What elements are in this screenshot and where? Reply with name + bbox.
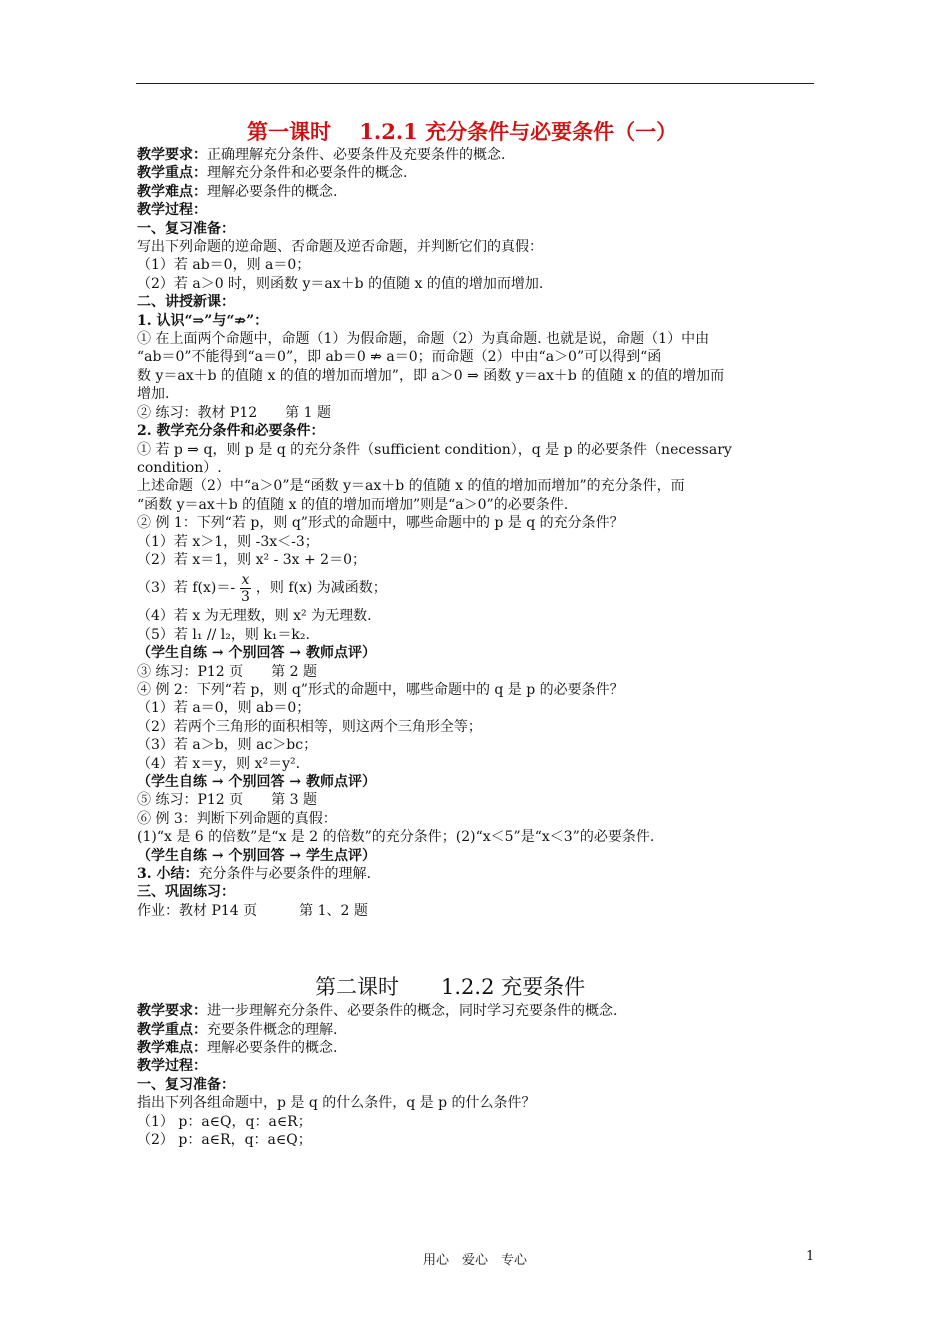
line-text: （3）若 a＞b，则 ac＞bc； [137, 737, 318, 754]
line-text: ③ 练习：P12 页 第 2 题 [137, 663, 317, 680]
line-label: 教学过程： [137, 202, 207, 219]
lesson2-title: 第二课时 1.2.2 充要条件 [315, 975, 586, 1000]
line-text: 理解充分条件和必要条件的概念. [207, 165, 408, 182]
text-line [137, 663, 827, 681]
text-line [137, 847, 827, 865]
line-label: 教学过程： [137, 1058, 207, 1075]
text-line [137, 902, 827, 920]
text-line [137, 201, 827, 219]
line-text: 进一步理解充分条件、必要条件的概念，同时学习充要条件的概念. [207, 1003, 618, 1020]
line-text: condition）. [137, 459, 222, 476]
line-label: 教学难点： [137, 1040, 207, 1057]
line-text: “ab＝0”不能得到“a＝0”，即 ab＝0 ⇏ a＝0；而命题（2）中由“a＞0”可以得到“函 [137, 349, 662, 366]
line-text: （1）若 x＞1，则 -3x＜-3； [137, 533, 319, 550]
line-label: 教学重点： [137, 165, 207, 182]
line-text: 理解必要条件的概念. [207, 183, 338, 200]
text-line [137, 551, 827, 569]
line-text: （2）若 x＝1，则 x² - 3x + 2＝0； [137, 551, 366, 568]
fraction-line-post: ，则 f(x) 为减函数； [255, 580, 387, 597]
line-text: ⑥ 例 3：判断下列命题的真假： [137, 810, 337, 827]
line-label: 一、复习准备： [137, 220, 235, 237]
line-label: 二、讲授新课： [137, 294, 235, 311]
text-line [137, 1094, 827, 1112]
line-label: 一、复习准备： [137, 1076, 235, 1093]
text-line [137, 1039, 827, 1057]
text-line [137, 238, 827, 256]
line-label: 3. 小结： [137, 866, 199, 883]
line-text: （1）若 ab＝0，则 a＝0； [137, 257, 311, 274]
line-text: 指出下列各组命题中，p 是 q 的什么条件，q 是 p 的什么条件？ [137, 1095, 536, 1112]
line-label: （学生自练 → 个别回答 → 学生点评） [137, 847, 376, 864]
lesson1-section [137, 146, 827, 569]
line-text: （1） p：a∈Q，q：a∈R； [137, 1113, 312, 1130]
line-label: （学生自练 → 个别回答 → 教师点评） [137, 774, 376, 790]
text-line [137, 1002, 827, 1020]
line-text: (1)“x 是 6 的倍数”是“x 是 2 的倍数”的充分条件；(2)“x＜5”是“x＜3”的必要条件. [137, 829, 655, 846]
line-text: （4）若 x 为无理数，则 x² 为无理数. [137, 608, 372, 625]
text-line [137, 791, 827, 809]
text-line [137, 626, 827, 644]
text-line [137, 496, 827, 514]
lesson1-section-continued [137, 607, 827, 920]
line-text: ④ 例 2：下列“若 p，则 q”形式的命题中，哪些命题中的 q 是 p 的必要条件？ [137, 681, 624, 698]
text-line [137, 681, 827, 699]
text-line [137, 1131, 827, 1149]
line-text: 作业：教材 P14 页 第 1、2 题 [137, 902, 368, 919]
fraction [240, 572, 252, 605]
text-line [137, 404, 827, 422]
text-line [137, 422, 827, 440]
text-line [137, 865, 827, 883]
lesson2-section [137, 1002, 827, 1149]
text-line [137, 348, 827, 366]
line-text: 写出下列命题的逆命题、否命题及逆否命题，并判断它们的真假： [137, 239, 543, 256]
text-line [137, 256, 827, 274]
line-text: ① 在上面两个命题中，命题（1）为假命题，命题（2）为真命题. 也就是说，命题（1）中由 [137, 331, 710, 348]
line-label: 教学要求： [137, 147, 207, 163]
text-line [137, 810, 827, 828]
text-line [137, 644, 827, 662]
line-text: ① 若 p ⇒ q，则 p 是 q 的充分条件（sufficient condition），q 是 p 的必要条件（necessary [137, 441, 732, 458]
text-line [137, 220, 827, 238]
fraction-denominator: 3 [241, 588, 250, 605]
line-text: （2）若两个三角形的面积相等，则这两个三角形全等； [137, 718, 482, 735]
line-text: “函数 y＝ax＋b 的值随 x 的值的增加而增加”则是“a＞0”的必要条件. [137, 496, 569, 513]
text-line [137, 183, 827, 201]
line-label: 1. 认识“⇒”与“⇏”： [137, 312, 269, 329]
lesson1-title: 第一课时 1.2.1 充分条件与必要条件（一） [247, 119, 678, 144]
text-line [137, 164, 827, 182]
fraction-numerator: x [241, 571, 250, 588]
fraction-line-pre: （3）若 f(x)＝- [137, 580, 236, 597]
line-text: 理解必要条件的概念. [207, 1040, 338, 1057]
line-text: 上述命题（2）中“a＞0”是“函数 y＝ax＋b 的值随 x 的值的增加而增加”的充分条件，而 [137, 478, 685, 495]
text-line [137, 441, 827, 459]
line-label: 三、巩固练习： [137, 884, 235, 901]
text-line [137, 736, 827, 754]
text-line [137, 533, 827, 551]
text-line [137, 718, 827, 736]
page-footer: 用心 爱心 专心 [422, 1253, 527, 1268]
text-line [137, 755, 827, 773]
line-text: 充分条件与必要条件的理解. [198, 866, 371, 883]
text-line [137, 312, 827, 330]
text-line [137, 293, 827, 311]
header-rule [136, 83, 814, 84]
text-line [137, 607, 827, 625]
text-line [137, 514, 827, 532]
text-line [137, 275, 827, 293]
page-number: 1 [806, 1249, 815, 1264]
line-text: （5）若 l₁ // l₂，则 k₁＝k₂. [137, 626, 310, 643]
line-text: 数 y＝ax＋b 的值随 x 的值的增加而增加”，即 a＞0 ⇒ 函数 y＝ax＋b 的值随 x 的值的增加而 [137, 367, 725, 384]
line-label: 教学难点： [137, 183, 207, 200]
line-text: （4）若 x＝y，则 x²＝y². [137, 755, 301, 772]
text-line [137, 1021, 827, 1039]
text-line [137, 477, 827, 495]
text-line [137, 367, 827, 385]
line-label: （学生自练 → 个别回答 → 教师点评） [137, 645, 376, 662]
line-text: ⑤ 练习：P12 页 第 3 题 [137, 792, 317, 809]
line-text: 增加. [137, 386, 170, 403]
text-line [137, 1113, 827, 1131]
text-line [137, 1076, 827, 1094]
text-line [137, 330, 827, 348]
text-line [137, 459, 827, 477]
text-line [137, 883, 827, 901]
text-line [137, 699, 827, 717]
text-line [137, 773, 827, 791]
line-text: （1）若 a＝0，则 ab＝0； [137, 700, 311, 717]
document-body [137, 118, 827, 1150]
line-text: 充要条件概念的理解. [207, 1021, 338, 1038]
text-line [137, 1057, 827, 1075]
line-text: （2）若 a＞0 时，则函数 y＝ax＋b 的值随 x 的值的增加而增加. [137, 275, 544, 292]
text-line [137, 146, 827, 164]
text-line [137, 828, 827, 846]
fraction-line [137, 569, 827, 607]
line-label: 教学要求： [137, 1003, 207, 1020]
line-label: 2. 教学充分条件和必要条件： [137, 423, 325, 440]
line-text: （2） p：a∈R，q：a∈Q； [137, 1132, 312, 1149]
line-text: ② 练习：教材 P12 第 1 题 [137, 404, 331, 421]
text-line [137, 385, 827, 403]
line-label: 教学重点： [137, 1021, 207, 1038]
line-text: ② 例 1：下列“若 p，则 q”形式的命题中，哪些命题中的 p 是 q 的充分条件？ [137, 515, 624, 532]
line-text: 正确理解充分条件、必要条件及充要条件的概念. [207, 147, 506, 163]
